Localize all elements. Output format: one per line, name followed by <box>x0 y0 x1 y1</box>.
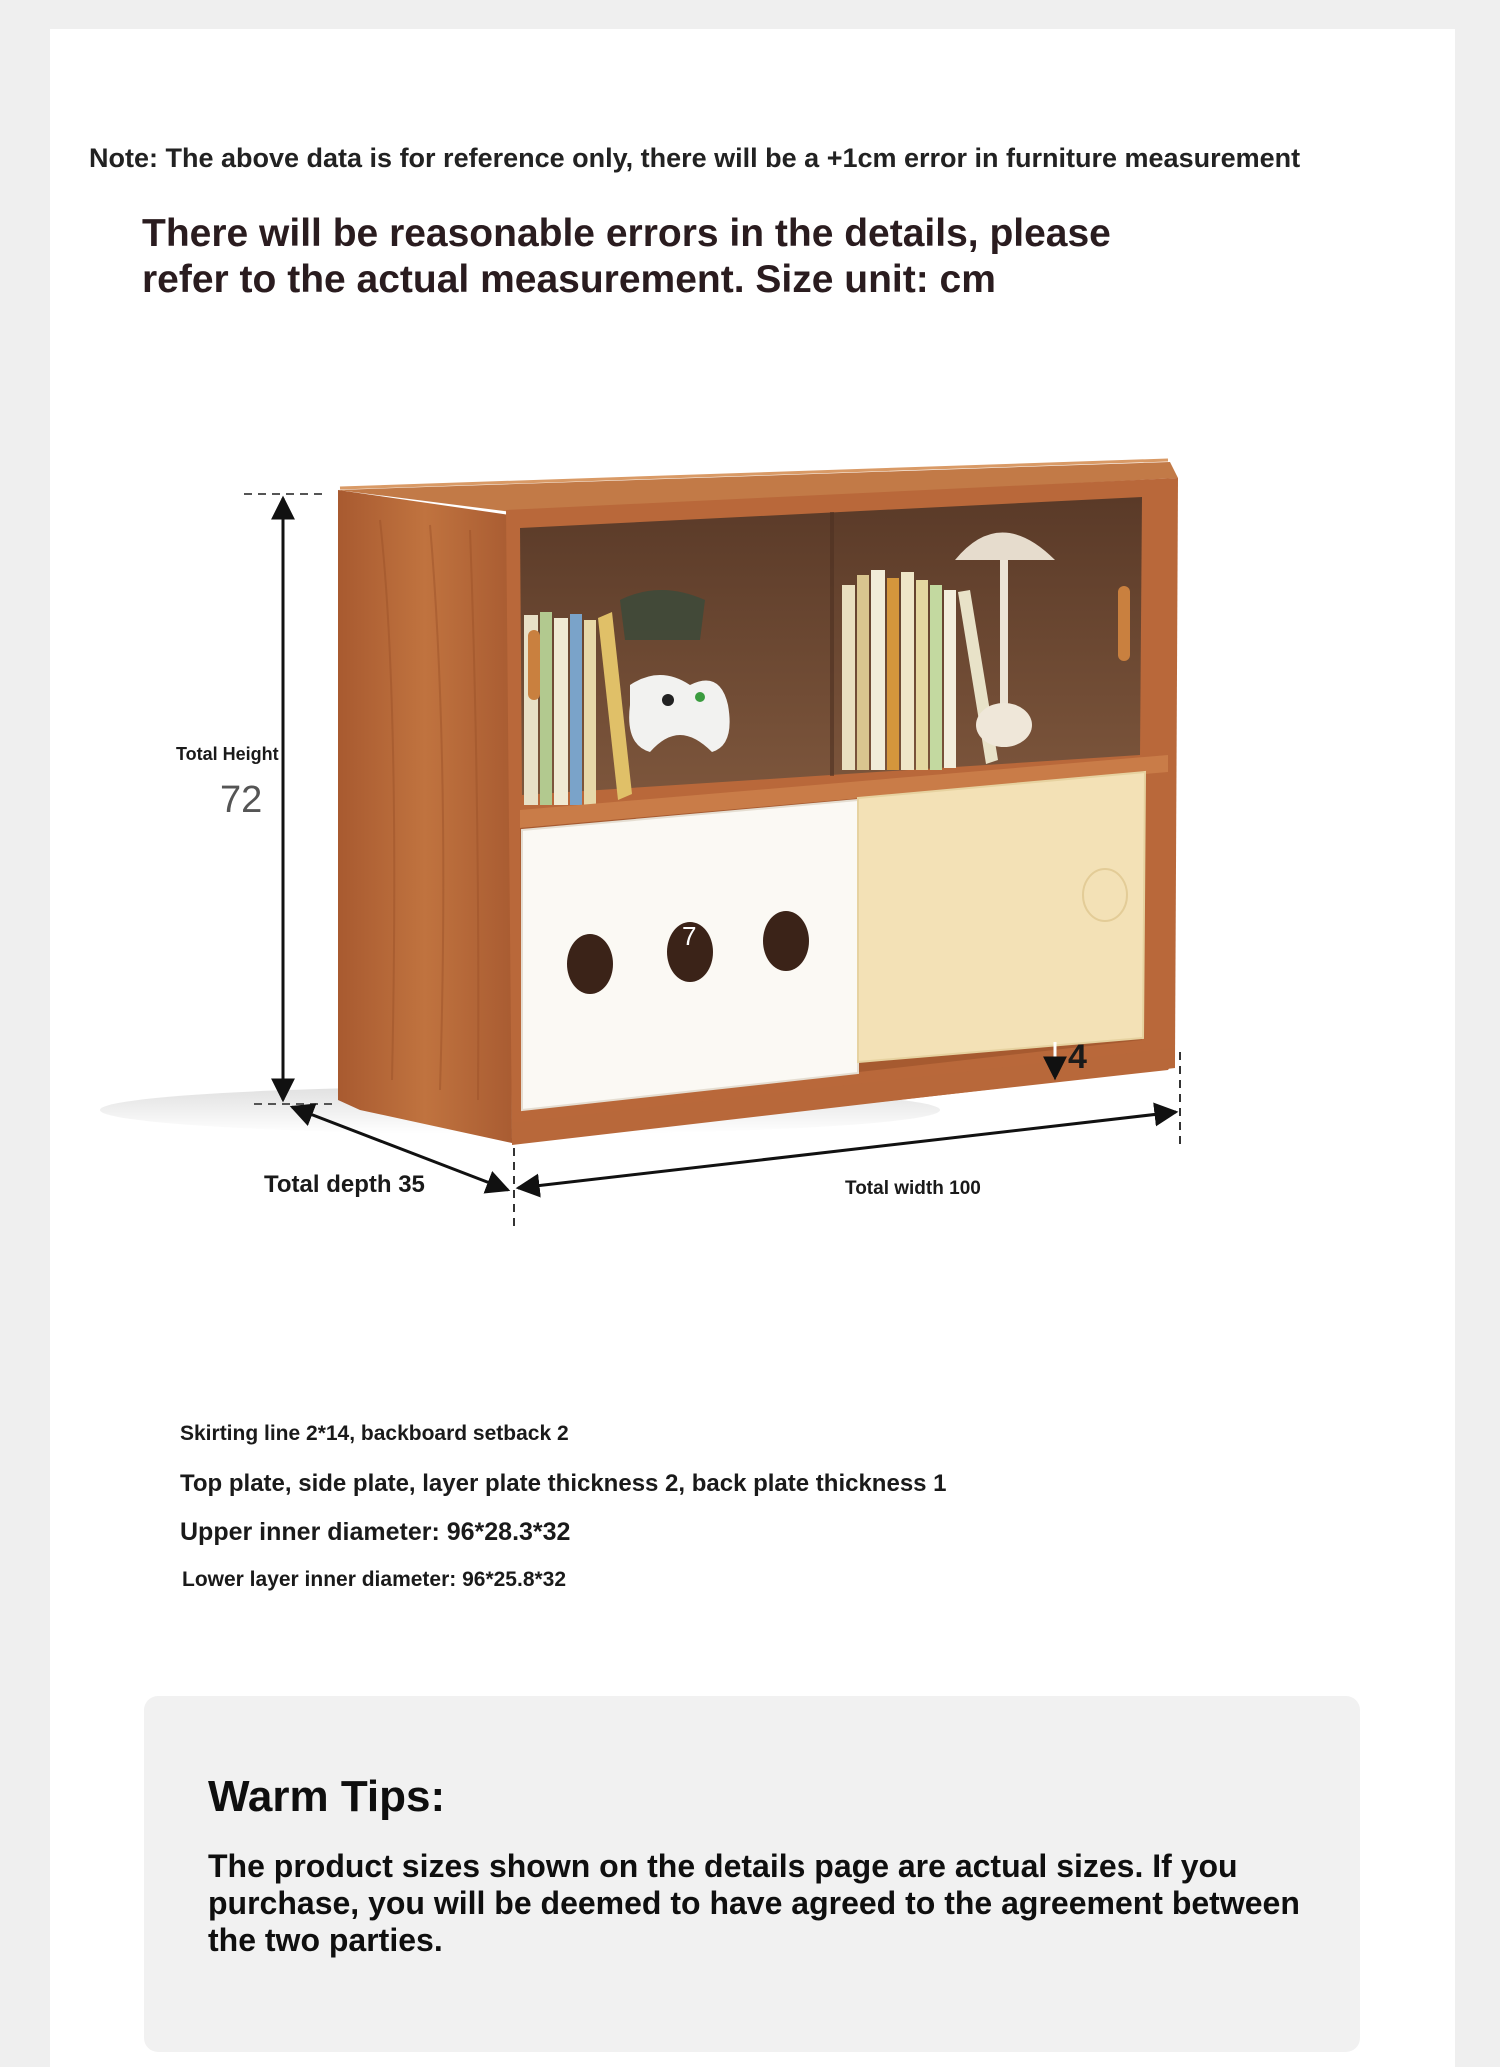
reference-note: Note: The above data is for reference only, there will be a +1cm error in furniture measurement <box>89 143 1301 173</box>
door-hole-1 <box>567 934 613 994</box>
spec-lower-inner: Lower layer inner diameter: 96*25.8*32 <box>182 1568 567 1591</box>
glass-door-handle-right <box>1118 586 1130 661</box>
total-height-value: 72 <box>220 779 263 821</box>
headline-line-1: There will be reasonable errors in the details, please <box>142 212 1111 255</box>
warm-tips-title: Warm Tips: <box>208 1772 446 1821</box>
spec-skirting: Skirting line 2*14, backboard setback 2 <box>180 1422 569 1445</box>
warm-tips-body: The product sizes shown on the details page are actual sizes. If you purchase, you will be deemed to have agreed to the agreement between the two parties. <box>208 1848 1300 1958</box>
total-depth-label: Total depth 35 <box>264 1171 425 1198</box>
headline-line-2: refer to the actual measurement. Size unit: cm <box>142 258 996 301</box>
measurement-headline <box>142 211 1142 303</box>
total-width-label: Total width 100 <box>845 1178 981 1199</box>
warm-tips-box <box>144 1696 1360 2052</box>
cream-sliding-door[interactable] <box>858 772 1145 1062</box>
base-height-value: 4 <box>1068 1038 1087 1076</box>
spec-upper-inner: Upper inner diameter: 96*28.3*32 <box>180 1518 571 1546</box>
total-height-label: Total Height <box>176 744 279 764</box>
door-hole-2-number: 7 <box>682 921 697 951</box>
door-hole-3 <box>763 911 809 971</box>
spec-thickness: Top plate, side plate, layer plate thickness 2, back plate thickness 1 <box>180 1470 947 1497</box>
cabinet-side-panel <box>338 490 512 1143</box>
glass-door-handle-left <box>528 630 540 700</box>
